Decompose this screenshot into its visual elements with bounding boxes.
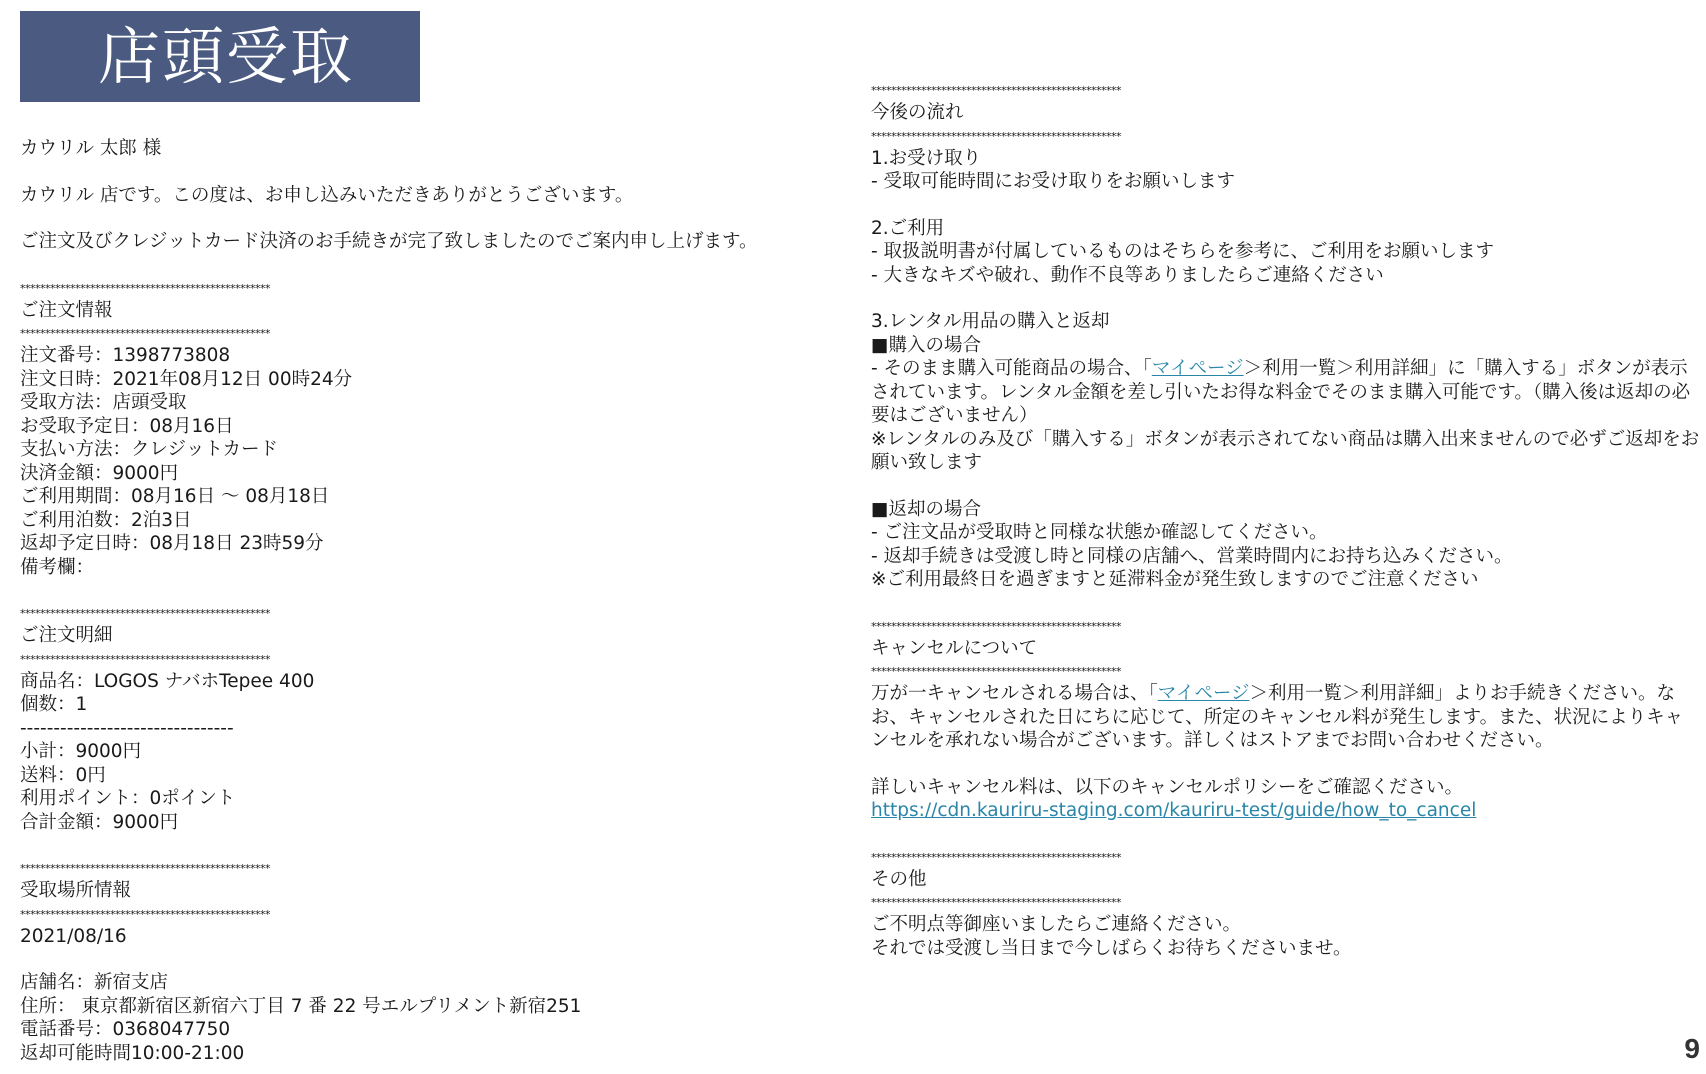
other-heading: その他 xyxy=(871,868,927,890)
cancel-policy-link[interactable]: https://cdn.kauriru-staging.com/kauriru-test/guide/how_to_cancel xyxy=(871,800,1477,821)
order-info-heading: ご注文情報 xyxy=(20,299,113,321)
mypage-link[interactable]: マイページ xyxy=(1151,358,1244,379)
divider: ************************************************** xyxy=(20,607,270,620)
right-column xyxy=(871,85,1701,960)
page-number: 9 xyxy=(1684,1033,1700,1064)
cancel-heading: キャンセルについて xyxy=(871,637,1038,659)
usage-nights: ご利用泊数：2泊3日 xyxy=(20,509,192,531)
step3-title: 3.レンタル用品の購入と返却 xyxy=(871,311,1110,332)
purchase-note: ※レンタルのみ及び「購入する」ボタンが表示されてない商品は購入出来ませんので必ずご返却をお願い致します xyxy=(871,428,1700,473)
store-name: 店舗名：新宿支店 xyxy=(20,972,169,993)
receive-method: 受取方法：店頭受取 xyxy=(20,392,187,413)
divider: ************************************************** xyxy=(20,281,270,295)
order-detail-heading: ご注文明細 xyxy=(20,625,113,646)
purchase-text-post: ＞利用一覧＞利用詳細」に「購入する」ボタンが表示されています。レンタル金額を差し引いたお得な料金でそのまま購入可能です。（購入後は返却の必要はございません） xyxy=(871,358,1691,426)
customer-name: カウリル 太郎 様 xyxy=(20,138,162,159)
order-datetime: 注文日時：2021年08月12日 00時24分 xyxy=(20,368,353,390)
pickup-info-heading: 受取場所情報 xyxy=(20,880,132,901)
divider: ************************************************** xyxy=(871,896,1121,909)
subtotal: 小計：9000円 xyxy=(20,741,142,762)
cancel-policy-text: 詳しいキャンセル料は、以下のキャンセルポリシーをご確認ください。 xyxy=(871,776,1464,798)
divider: ************************************************** xyxy=(20,907,270,921)
intro-text: カウリル 店です。この度は、お申し込みいただきありがとうございます。 xyxy=(20,184,634,206)
cancel-text-post: ＞利用一覧＞利用詳細」よりお手続きください。なお、キャンセルされた日にちに応じて、所定のキャンセル料が発生します。また、状況によりキャンセルを承れない場合がございます。詳しくはストアまでお問い合わせください。 xyxy=(871,683,1684,751)
completion-notice: ご注文及びクレジットカード決済のお手続きが完了致しましたのでご案内申し上げます。 xyxy=(20,231,758,252)
divider: ************************************************** xyxy=(871,84,1121,97)
mypage-link[interactable]: マイページ xyxy=(1157,683,1250,704)
return-line: ※ご利用最終日を過ぎますと延滞料金が発生致しますのでご注意ください xyxy=(871,569,1479,590)
cancel-text-pre: 万が一キャンセルされる場合は、「 xyxy=(871,683,1158,704)
divider: ************************************************** xyxy=(871,665,1121,678)
step2-line: - 大きなキズや破れ、動作不良等ありましたらご連絡ください xyxy=(871,264,1384,286)
left-column xyxy=(20,137,840,1065)
quantity: 個数：1 xyxy=(20,694,88,715)
total-amount: 合計金額：9000円 xyxy=(20,811,179,833)
store-phone: 電話番号：0368047750 xyxy=(20,1019,231,1040)
points-used: 利用ポイント：0ポイント xyxy=(20,788,236,809)
payment-method: 支払い方法：クレジットカード xyxy=(20,439,278,460)
page-title: 店頭受取 xyxy=(20,11,420,102)
store-address: 住所： 東京都新宿区新宿六丁目 7 番 22 号エルプリメント新宿251 xyxy=(20,995,582,1017)
step1-line: - 受取可能時間にお受け取りをお願いします xyxy=(871,171,1236,192)
payment-amount: 決済金額：9000円 xyxy=(20,462,179,484)
step1-title: 1.お受け取り xyxy=(871,147,982,169)
purchase-text xyxy=(871,357,1701,428)
return-line: - 返却手続きは受渡し時と同様の店舗へ、営業時間内にお持ち込みください。 xyxy=(871,545,1513,567)
shipping-fee: 送料：0円 xyxy=(20,764,106,786)
return-line: - ご注文品が受取時と同様な状態か確認してください。 xyxy=(871,522,1328,543)
divider: ************************************************** xyxy=(20,327,270,340)
purchase-title: ■購入の場合 xyxy=(871,334,981,356)
purchase-text-pre: - そのまま購入可能商品の場合、「 xyxy=(871,358,1152,379)
product-name: 商品名：LOGOS ナバホTepee 400 xyxy=(20,670,315,692)
divider: ************************************************** xyxy=(871,129,1121,143)
cancel-text xyxy=(871,682,1701,753)
return-title: ■返却の場合 xyxy=(871,498,981,520)
step2-line: - 取扱説明書が付属しているものはそちらを参考に、ご利用をお願いします xyxy=(871,241,1495,262)
flow-heading: 今後の流れ xyxy=(871,102,964,123)
order-info-list xyxy=(20,344,840,579)
return-datetime: 返却予定日時：08月18日 23時59分 xyxy=(20,533,324,554)
return-hours: 返却可能時間10:00-21:00 xyxy=(20,1042,245,1064)
step2-title: 2.ご利用 xyxy=(871,217,945,239)
dash-separator: -------------------------------- xyxy=(20,717,234,739)
other-line: ご不明点等御座いましたらご連絡ください。 xyxy=(871,914,1242,935)
pickup-date: 2021/08/16 xyxy=(20,925,127,947)
divider: ************************************************** xyxy=(20,652,270,666)
divider: ************************************************** xyxy=(871,850,1121,864)
usage-period: ご利用期間：08月16日 〜 08月18日 xyxy=(20,486,330,507)
other-line: それでは受渡し当日まで今しばらくお待ちくださいませ。 xyxy=(871,937,1352,959)
order-number: 注文番号：1398773808 xyxy=(20,345,231,366)
receive-date: お受取予定日：08月16日 xyxy=(20,415,234,437)
divider: ************************************************** xyxy=(20,862,270,875)
divider: ************************************************** xyxy=(871,619,1121,633)
remarks: 備考欄： xyxy=(20,556,95,578)
